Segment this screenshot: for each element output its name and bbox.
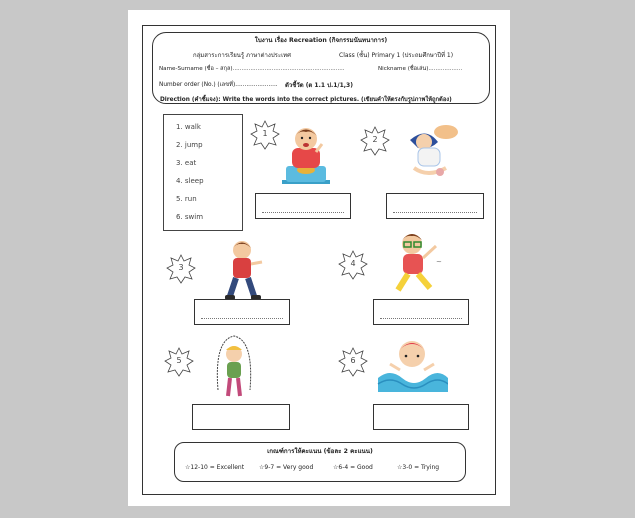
word-item: 4. sleep: [176, 177, 204, 185]
word-item: 2. jump: [176, 141, 203, 149]
girl-swimming-picture: [376, 330, 448, 396]
answer-box-1[interactable]: [255, 193, 351, 219]
star-number-5: 5: [164, 347, 194, 377]
girl-sleeping-picture: [400, 118, 462, 184]
worksheet-page: [128, 10, 510, 506]
worksheet-title: ใบงาน เรื่อง Recreation (กิจกรรมนันทนาการ): [254, 37, 388, 44]
boy-running-picture: [384, 228, 444, 300]
word-bank: [163, 114, 243, 231]
star-icon: ☆: [397, 464, 403, 471]
star-number-2: 2: [360, 126, 390, 156]
word-item: 6. swim: [176, 213, 204, 221]
star-number-4: 4: [338, 250, 368, 280]
number-field[interactable]: Number order (No.) (เลขที่).......................: [159, 82, 278, 88]
star-number-1: 1: [250, 120, 280, 150]
answer-box-3[interactable]: [194, 299, 290, 325]
boy-eating-picture: [278, 122, 334, 188]
star-number-3: 3: [166, 254, 196, 284]
scoring-box: [174, 442, 466, 482]
scoring-title: เกณฑ์การให้คะแนน (ข้อละ 2 คะแนน): [267, 448, 373, 455]
answer-box-4[interactable]: [373, 299, 469, 325]
name-field[interactable]: Name-Surname (ชื่อ – สกุล)...............................................................: [159, 66, 345, 72]
svg-text:~: ~: [436, 258, 442, 266]
score-level: ☆3-0 = Trying: [397, 464, 440, 471]
star-icon: ☆: [333, 464, 339, 471]
star-icon: ☆: [185, 464, 191, 471]
boy-walking-picture: [220, 238, 268, 308]
direction-text: Direction (คำชี้แจง): Write the words into the correct pictures. (เขียนคำให้ตรงกับรูปภาพให้ถูกต้อง): [160, 97, 452, 103]
score-level: ☆6-4 = Good: [333, 464, 373, 471]
score-level: ☆12-10 = Excellent: [185, 464, 245, 471]
subject-label: กลุ่มสาระการเรียนรู้ ภาษาต่างประเทศ: [193, 52, 291, 59]
word-item: 3. eat: [176, 159, 197, 167]
indicator-label: ตัวชี้วัด (ต 1.1 ป.1/1,3): [285, 82, 353, 89]
answer-box-6[interactable]: [373, 404, 469, 430]
word-item: 1. walk: [176, 123, 201, 131]
word-item: 5. run: [176, 195, 197, 203]
answer-box-5[interactable]: [192, 404, 290, 430]
nickname-field[interactable]: Nickname (ชื่อเล่น)...................: [378, 66, 463, 72]
answer-box-2[interactable]: [386, 193, 484, 219]
score-level: ☆9-7 = Very good: [259, 464, 314, 471]
header-box: [152, 32, 490, 104]
class-label: Class (ชั้น) Primary 1 (ประถมศึกษาปีที่ 1): [339, 52, 454, 59]
girl-jumping-picture: [214, 330, 254, 406]
star-number-6: 6: [338, 347, 368, 377]
star-icon: ☆: [259, 464, 265, 471]
